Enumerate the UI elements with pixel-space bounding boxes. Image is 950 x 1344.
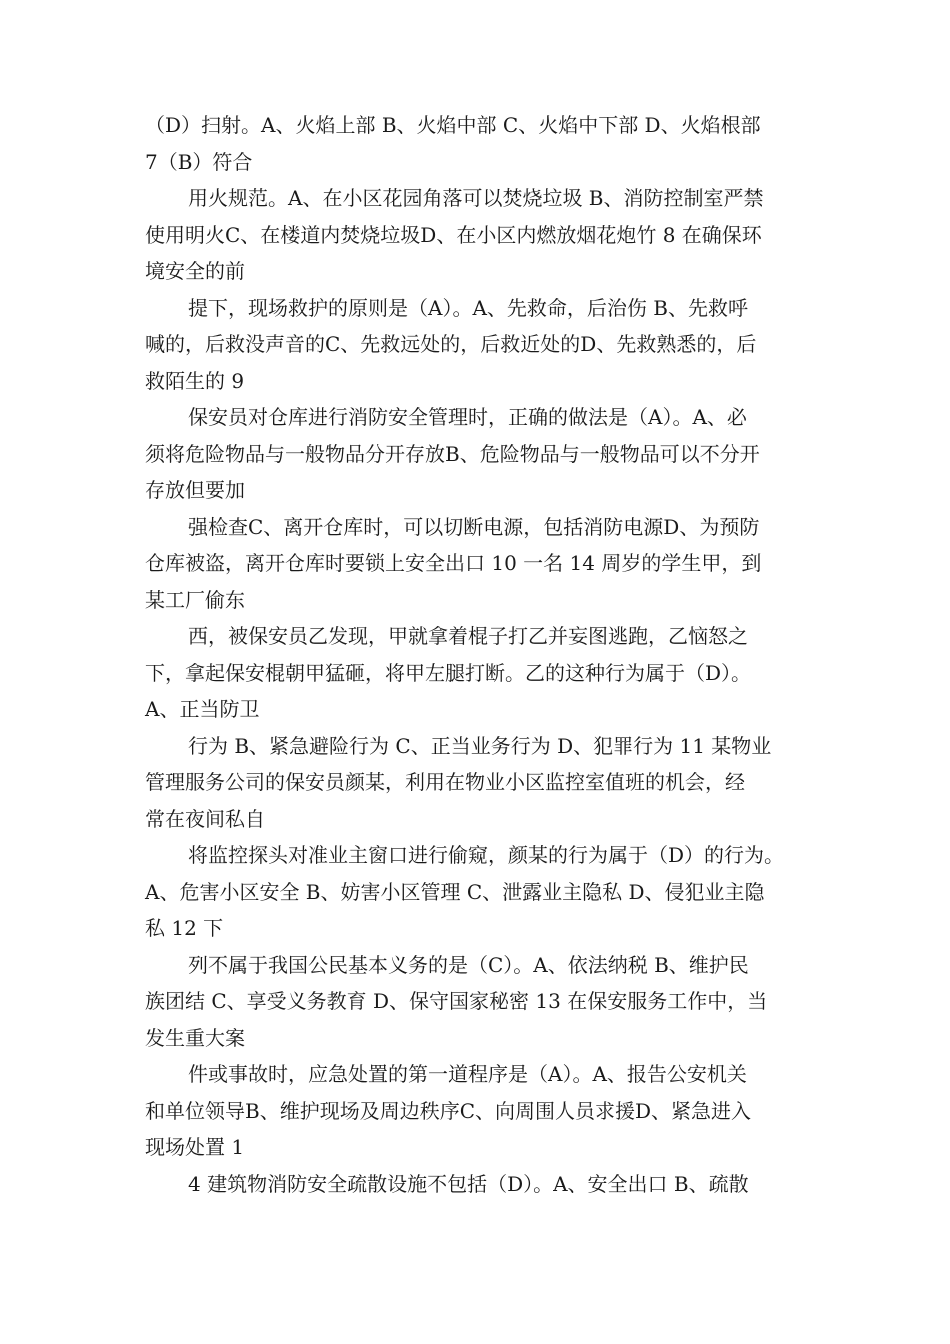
- text-line: 喊的，后救没声音的C、先救远处的，后救近处的D、先救熟悉的，后: [145, 332, 757, 356]
- text-line: 某工厂偷东: [145, 587, 245, 612]
- text-line: 4 建筑物消防安全疏散设施不包括（D）。A、安全出口 B、疏散: [188, 1171, 749, 1196]
- text-line: 7（B）符合: [145, 149, 253, 174]
- text-line: 现场处置 1: [145, 1135, 245, 1159]
- text-line: A、正当防卫: [145, 697, 260, 721]
- text-line: 列不属于我国公民基本义务的是（C）。A、依法纳税 B、维护民: [188, 952, 749, 977]
- text-line: 族团结 C、享受义务教育 D、保守国家秘密 13 在保安服务工作中，当: [145, 989, 768, 1013]
- text-line: 常在夜间私自: [145, 806, 265, 831]
- text-line: 保安员对仓库进行消防安全管理时，正确的做法是（A）。A、必: [188, 405, 747, 429]
- text-line: 行为 B、紧急避险行为 C、正当业务行为 D、犯罪行为 11 某物业: [188, 733, 772, 758]
- text-line: 私 12 下: [145, 916, 224, 940]
- text-line: 发生重大案: [145, 1025, 245, 1050]
- text-line: 存放但要加: [145, 478, 245, 502]
- text-line: 使用明火C、在楼道内焚烧垃圾D、在小区内燃放烟花炮竹 8 在确保环: [145, 222, 762, 247]
- text-line: 件或事故时，应急处置的第一道程序是（A）。A、报告公安机关: [188, 1062, 747, 1086]
- text-line: A、危害小区安全 B、妨害小区管理 C、泄露业主隐私 D、侵犯业主隐: [145, 879, 765, 904]
- text-line: 仓库被盗，离开仓库时要锁上安全出口 10 一名 14 周岁的学生甲，到: [145, 551, 762, 575]
- document-body-text: [145, 107, 815, 1202]
- text-line: （D）扫射。A、火焰上部 B、火焰中部 C、火焰中下部 D、火焰根部: [145, 113, 761, 137]
- text-line: 管理服务公司的保安员颜某，利用在物业小区监控室值班的机会，经: [145, 770, 745, 794]
- text-line: 救陌生的 9: [145, 368, 245, 393]
- text-line: 用火规范。A、在小区花园角落可以焚烧垃圾 B、消防控制室严禁: [188, 186, 764, 210]
- text-line: 强检查C、离开仓库时，可以切断电源，包括消防电源D、为预防: [188, 514, 760, 539]
- text-line: 境安全的前: [145, 259, 245, 283]
- text-line: 将监控探头对准业主窗口进行偷窥，颜某的行为属于（D）的行为。: [188, 843, 785, 867]
- text-line: 西，被保安员乙发现，甲就拿着棍子打乙并妄图逃跑，乙恼怒之: [188, 624, 748, 648]
- text-line: 下，拿起保安棍朝甲猛砸，将甲左腿打断。乙的这种行为属于（D）。: [145, 660, 752, 685]
- text-line: 须将危险物品与一般物品分开存放B、危险物品与一般物品可以不分开: [145, 441, 760, 466]
- text-line: 和单位领导B、维护现场及周边秩序C、向周围人员求援D、紧急进入: [145, 1098, 752, 1123]
- text-line: 提下，现场救护的原则是（A）。A、先救命，后治伤 B、先救呼: [188, 295, 748, 320]
